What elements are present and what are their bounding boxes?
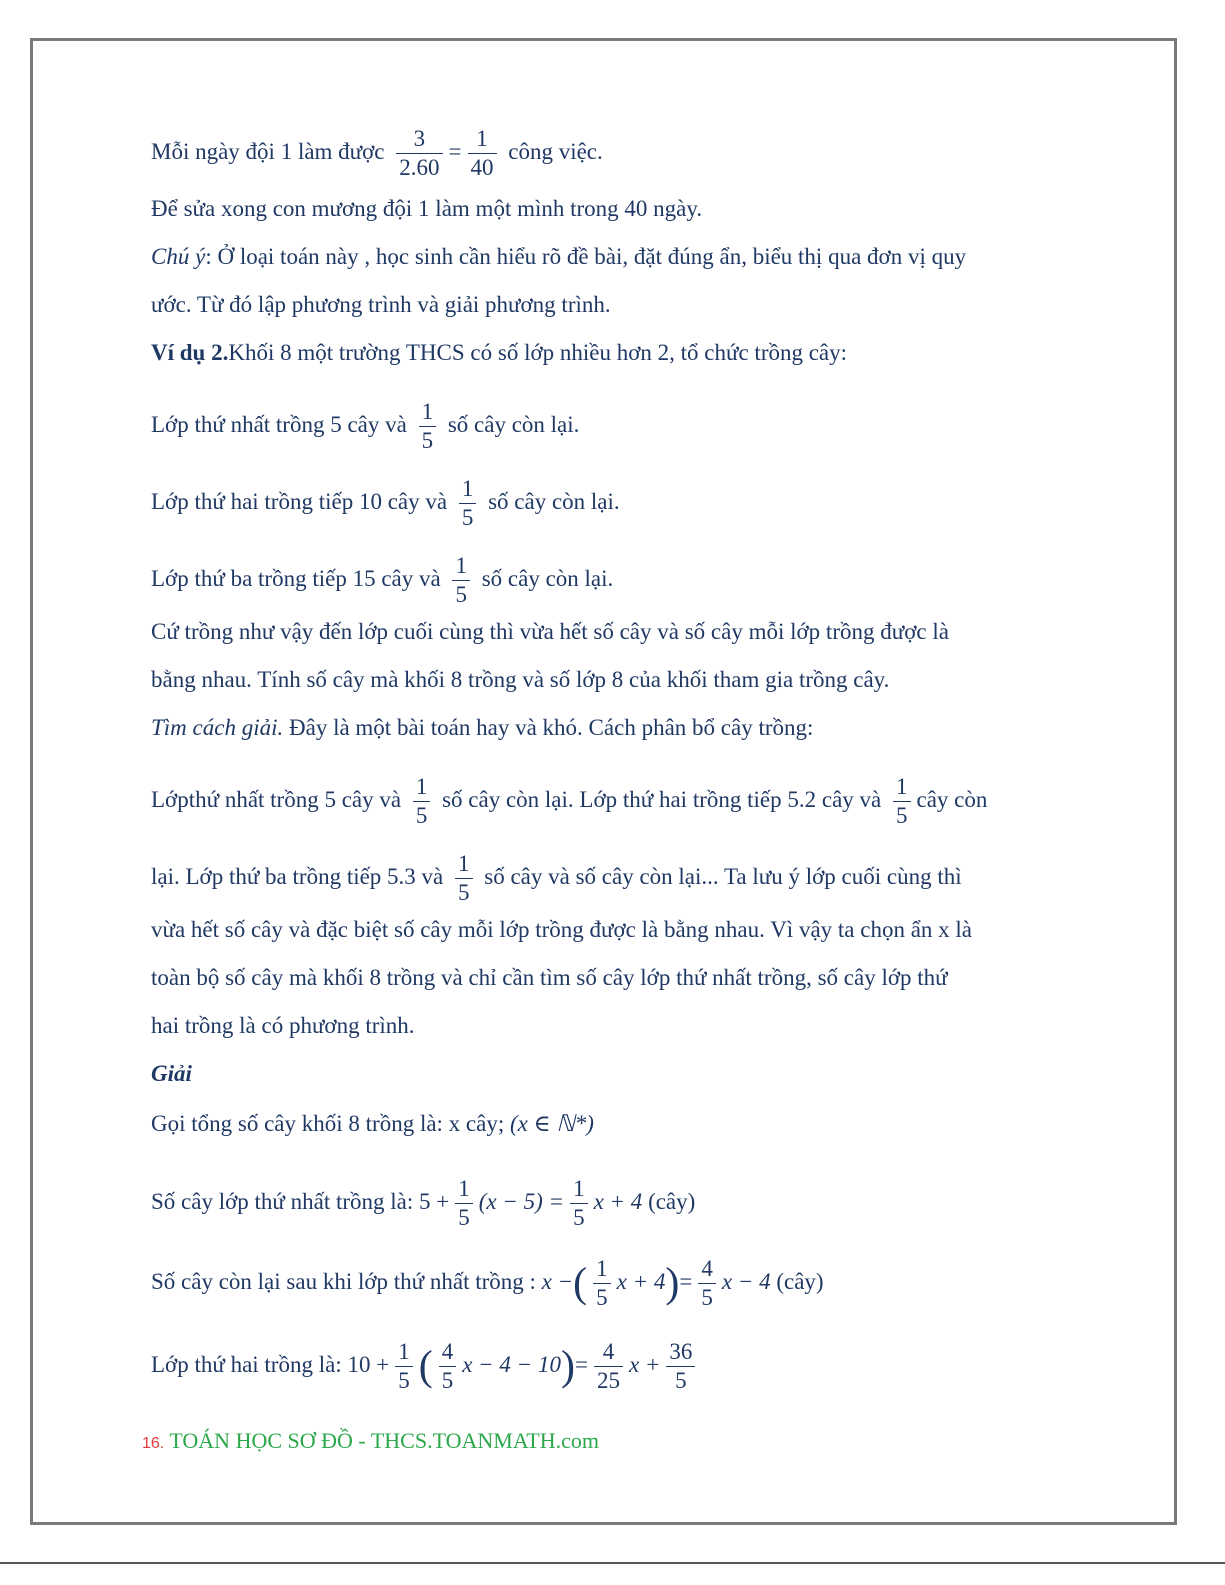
line-18: Gọi tổng số cây khối 8 trồng là: x cây; (x ∈ ℕ*) <box>151 1111 594 1136</box>
solution-heading: Giải <box>151 1061 192 1086</box>
line-7: Lớp thứ hai trồng tiếp 10 cây và $\frac{1}{5}$ số cây còn lại. <box>151 476 620 530</box>
fraction: $\frac{4}{5}$ <box>698 1255 716 1312</box>
line-19: Số cây lớp thứ nhất trồng là: 5 + $\frac{1}{5}$ (x − 5) = $\frac{1}{5}$ x + 4 (cây) <box>151 1176 696 1230</box>
line-13: lại. Lớp thứ ba trồng tiếp 5.3 và $\frac{1}{5}$ số cây và số cây còn lại... Ta lưu ý lớp cuối cùng thì <box>151 851 962 905</box>
line-1: Mỗi ngày đội 1 làm được $\frac{3}{2.60}$ = $\frac{1}{40}$ công việc. <box>151 126 603 180</box>
fraction: $\frac{3}{2.60}$ <box>396 125 442 182</box>
fraction: $\frac{1}{5}$ <box>455 1175 473 1232</box>
line-hint: Tìm cách giải. Đây là một bài toán hay và khó. Cách phân bổ cây trồng: <box>151 715 814 740</box>
bottom-rule <box>0 1562 1225 1564</box>
fraction: $\frac{1}{5}$ <box>419 398 437 455</box>
line-note: Chú ý: Ở loại toán này , học sinh cần hiểu rõ đề bài, đặt đúng ẩn, biểu thị qua đơn vị quy <box>151 244 967 269</box>
page-footer <box>142 1428 599 1454</box>
footer-text: TOÁN HỌC SƠ ĐỒ - THCS.TOANMATH.com <box>169 1428 599 1453</box>
fraction: $\frac{1}{5}$ <box>593 1255 611 1312</box>
fraction: $\frac{1}{5}$ <box>893 773 911 830</box>
fraction: $\frac{4}{25}$ <box>594 1338 623 1395</box>
line-20: Số cây còn lại sau khi lớp thứ nhất trồng : x −( $\frac{1}{5}$ x + 4)= $\frac{4}{5}$ x − 4 (cây) <box>151 1256 824 1310</box>
line-6: Lớp thứ nhất trồng 5 cây và $\frac{1}{5}$ số cây còn lại. <box>151 399 580 453</box>
fraction: $\frac{4}{5}$ <box>439 1338 457 1395</box>
fraction: $\frac{1}{5}$ <box>570 1175 588 1232</box>
line-12: Lớpthứ nhất trồng 5 cây và $\frac{1}{5}$ số cây còn lại. Lớp thứ hai trồng tiếp 5.2 cây và $\frac{1}{5}$ cây còn <box>151 774 988 828</box>
line-example-heading: Ví dụ 2.Khối 8 một trường THCS có số lớp nhiều hơn 2, tổ chức trồng cây: <box>151 340 848 365</box>
line-4: ước. Từ đó lập phương trình và giải phương trình. <box>151 292 611 317</box>
line-21: Lớp thứ hai trồng là: 10 + $\frac{1}{5}$ ( $\frac{4}{5}$ x − 4 − 10)= $\frac{4}{25}$ x + $\frac{36}{5}$ <box>151 1338 701 1395</box>
line-10: bằng nhau. Tính số cây mà khối 8 trồng và số lớp 8 của khối tham gia trồng cây. <box>151 667 890 692</box>
fraction: $\frac{36}{5}$ <box>666 1338 695 1395</box>
line-9: Cứ trồng như vậy đến lớp cuối cùng thì vừa hết số cây và số cây mỗi lớp trồng được là <box>151 619 949 644</box>
fraction: $\frac{1}{5}$ <box>413 773 431 830</box>
line-2: Để sửa xong con mương đội 1 làm một mình trong 40 ngày. <box>151 196 703 221</box>
fraction: $\frac{1}{5}$ <box>452 552 470 609</box>
page-number: 16. <box>142 1435 165 1452</box>
fraction: $\frac{1}{5}$ <box>459 475 477 532</box>
line-8: Lớp thứ ba trồng tiếp 15 cây và $\frac{1}{5}$ số cây còn lại. <box>151 553 614 607</box>
fraction: $\frac{1}{5}$ <box>395 1338 413 1395</box>
fraction: $\frac{1}{5}$ <box>455 850 473 907</box>
line-15: toàn bộ số cây mà khối 8 trồng và chỉ cần tìm số cây lớp thứ nhất trồng, số cây lớp thứ <box>151 965 948 990</box>
line-14: vừa hết số cây và đặc biệt số cây mỗi lớp trồng được là bằng nhau. Vì vậy ta chọn ẩn x là <box>151 917 973 942</box>
line-16: hai trồng là có phương trình. <box>151 1013 415 1038</box>
fraction: $\frac{1}{40}$ <box>468 125 497 182</box>
